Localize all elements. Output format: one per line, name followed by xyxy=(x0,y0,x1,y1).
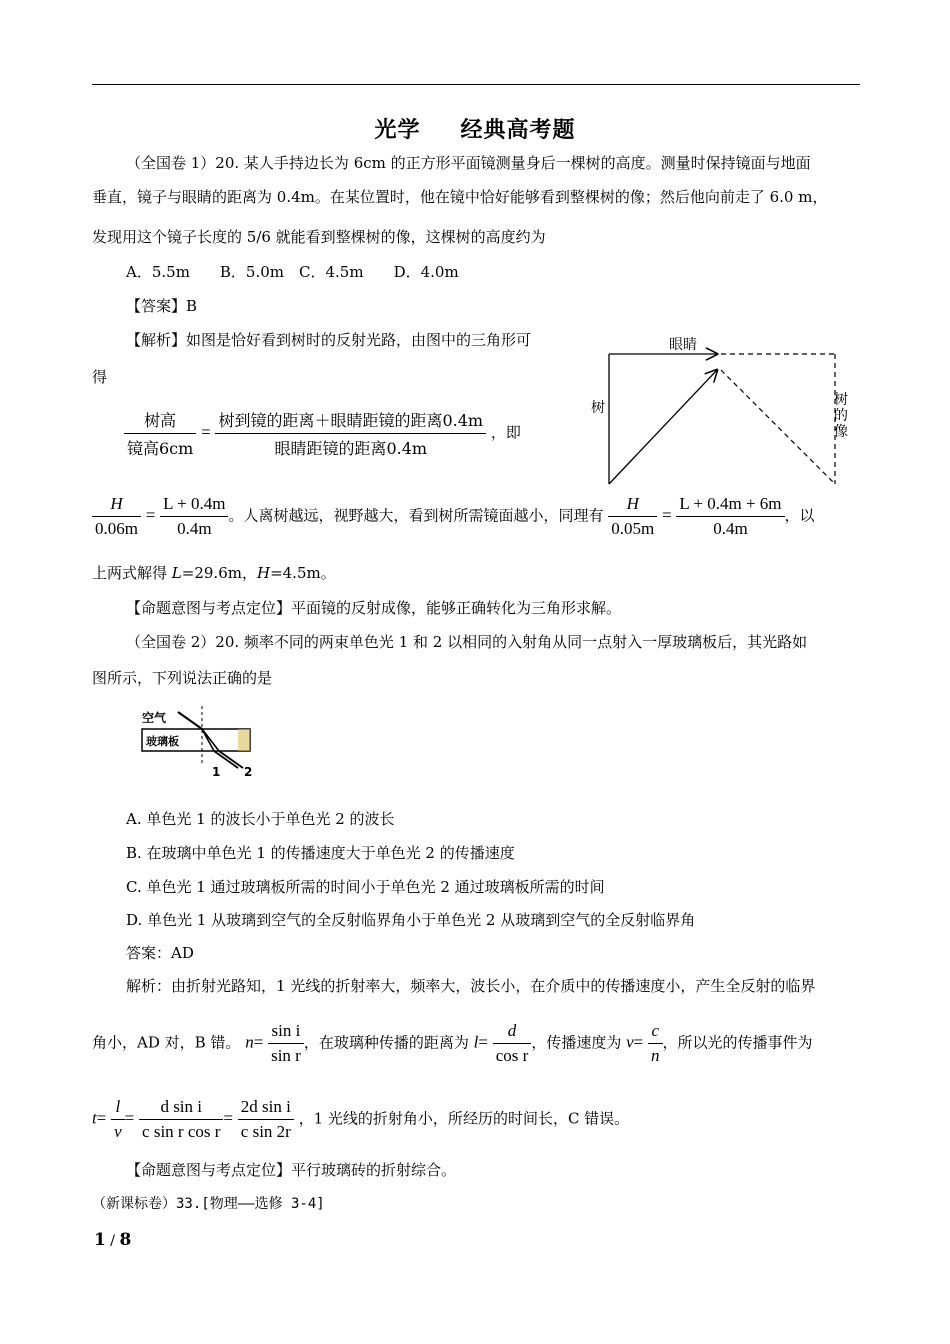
glass-plate-diagram xyxy=(140,704,265,779)
page-sep: / xyxy=(105,1233,120,1249)
result-L: L xyxy=(171,564,182,582)
page-title xyxy=(0,113,950,144)
a2-pre: 角小，AD 对，B 错。 xyxy=(92,1033,241,1052)
fig-eye-label: 眼睛 xyxy=(669,337,697,353)
q1-line3: 发现用这个镜子长度的 5/6 就能看到整棵树的像，这棵树的高度约为 xyxy=(92,228,546,246)
eq3-d1: 0.05m xyxy=(611,519,655,538)
mirror-diagram xyxy=(585,332,865,492)
eq2-d2: 0.4m xyxy=(177,519,212,538)
eq2-text: 。人离树越远，视野越大，看到树所需镜面越小，同理有 xyxy=(228,506,604,525)
fig-ray2-label: 2 xyxy=(244,765,253,779)
a2-mid1: ，在玻璃种传播的距离为 xyxy=(303,1033,469,1052)
q3-line1: （新课标卷）33.[物理——选修 3-4] xyxy=(92,1196,325,1212)
t-lhs: t xyxy=(92,1108,97,1128)
q1-intent: 【命题意图与考点定位】平面镜的反射成像，能够正确转化为三角形求解。 xyxy=(126,599,622,617)
eq3-tail: ，以 xyxy=(784,506,815,525)
fig-image-label-1: 树 xyxy=(834,392,848,408)
l-lhs: l xyxy=(473,1032,479,1052)
q1-result xyxy=(92,562,336,583)
t-n2: d sin i xyxy=(139,1097,223,1120)
ray-2-out xyxy=(219,751,243,768)
q1-equation2-row: $\frac{H}{0.06m}$ = $\frac{L + 0.4m}{0.4m}$ 。人离树越远，视野越大，看到树所需镜面越小，同理有 $\frac{H}{0.05m}$ = $\frac{L + 0.4m + 6m}{0.4m}$ ，以 xyxy=(92,494,815,539)
q1-line1: （全国卷 1）20. 某人手持边长为 6cm 的正方形平面镜测量身后一棵树的高度。测量时保持镜面与地面 xyxy=(126,154,811,172)
v-lhs: v xyxy=(626,1032,634,1052)
q1-analysis-b: 得 xyxy=(92,368,108,386)
n-den: sin r xyxy=(271,1046,301,1065)
page-number xyxy=(94,1230,131,1250)
l-num: d xyxy=(507,1021,517,1040)
a3-tail: ，1 光线的折射角小，所经历的时间长，C 错误。 xyxy=(298,1109,630,1128)
q2-analysis2-row: 角小，AD 对，B 错。 n= $\frac{\text{sin i}}{\text{sin r}}$ ，在玻璃种传播的距离为 l= $\frac{d}{\text{cos r}}$ ，传播速度为 v= $\frac{c}{n}$ ，所以光的传播事件为 xyxy=(92,1021,813,1065)
result-H: H xyxy=(256,564,271,582)
a2-tail: ，所以光的传播事件为 xyxy=(662,1033,813,1052)
q2-intent: 【命题意图与考点定位】平行玻璃砖的折射综合。 xyxy=(126,1161,457,1179)
result-prefix: 上两式解得 xyxy=(92,564,168,582)
header-rule xyxy=(92,84,860,85)
q1-answer: 【答案】B xyxy=(126,297,198,315)
title-part1: 光学 xyxy=(374,117,421,143)
fig-tree-label: 树 xyxy=(591,400,605,416)
frac1-den: 镜高6cm xyxy=(127,439,194,458)
q2-analysis1: 解析：由折射光路知，1 光线的折射率大，频率大，波长小，在介质中的传播速度小，产生全反射的临界 xyxy=(126,977,816,995)
q1-equation1: 树高 镜高6cm = 树到镜的距离＋眼睛距镜的距离0.4m 眼睛距镜的距离0.4m ，即 xyxy=(124,408,521,459)
q2-option-a: A. 单色光 1 的波长小于单色光 2 的波长 xyxy=(126,810,395,828)
fig-ray1-label: 1 xyxy=(212,765,221,779)
q2-option-d: D. 单色光 1 从玻璃到空气的全反射临界角小于单色光 2 从玻璃到空气的全反射临界角 xyxy=(126,911,696,929)
page-total: 8 xyxy=(119,1230,132,1250)
eq3-n2: L + 0.4m + 6m xyxy=(676,494,784,517)
dash-diag xyxy=(721,370,835,484)
after-frac: ，即 xyxy=(490,423,521,442)
v-den: n xyxy=(651,1046,660,1065)
frac1-num: 树高 xyxy=(124,408,196,434)
t-n3: 2d sin i xyxy=(238,1097,294,1120)
t-d2: c sin r cos r xyxy=(142,1122,221,1141)
q2-answer: 答案：AD xyxy=(126,944,194,962)
q2-option-b: B. 在玻璃中单色光 1 的传播速度大于单色光 2 的传播速度 xyxy=(126,844,515,862)
page-current: 1 xyxy=(94,1230,106,1250)
reflect-ray xyxy=(609,370,717,484)
result-Lval: =29.6m， xyxy=(181,564,257,582)
fig-image-label-2: 的 xyxy=(834,408,848,424)
l-den: cos r xyxy=(495,1046,529,1065)
frac2-den: 眼睛距镜的距离0.4m xyxy=(274,439,428,458)
title-part2: 经典高考题 xyxy=(460,117,576,143)
q2-analysis3-row: t= $\frac{l}{v}$ = $\frac{\text{d sin i}}{\text{c sin r cos r}}$ = $\frac{\text{2d sin i}}{\text{c sin 2r}}$ ，1 光线的折射角小，所经历的时间长，C 错误。 xyxy=(92,1097,630,1141)
eq2-n1: H xyxy=(110,494,123,513)
q2-option-c: C. 单色光 1 通过玻璃板所需的时间小于单色光 2 通过玻璃板所需的时间 xyxy=(126,878,605,896)
fig-image-label-3: 像 xyxy=(834,424,848,440)
t-n1: l xyxy=(115,1097,121,1116)
t-d3: c sin 2r xyxy=(240,1122,291,1141)
t-d1: v xyxy=(114,1122,122,1141)
ray-2-inside xyxy=(202,729,219,751)
result-Hval: =4.5m。 xyxy=(270,564,336,582)
q1-line2: 垂直，镜子与眼睛的距离为 0.4m。在某位置时，他在镜中恰好能够看到整棵树的像；然后他向前走了 6.0 m， xyxy=(92,188,828,206)
plate-edge xyxy=(238,729,250,751)
fig-air-label: 空气 xyxy=(142,711,167,725)
eq2-d1: 0.06m xyxy=(95,519,138,538)
q1-options: A．5.5m B．5.0m C．4.5m D．4.0m xyxy=(126,263,459,281)
eq2-n2: L + 0.4m xyxy=(160,494,228,517)
eq3-n1: H xyxy=(626,494,639,513)
q2-line1: （全国卷 2）20. 频率不同的两束单色光 1 和 2 以相同的入射角从同一点射入一厚玻璃板后，其光路如 xyxy=(126,633,808,651)
q2-line2: 图所示，下列说法正确的是 xyxy=(92,669,273,687)
q1-analysis-a: 【解析】如图是恰好看到树时的反射光路，由图中的三角形可 xyxy=(126,331,532,349)
incident-ray xyxy=(178,712,202,729)
n-num: sin i xyxy=(268,1021,304,1044)
eq3-d2: 0.4m xyxy=(713,519,748,538)
n-lhs: n xyxy=(245,1032,254,1052)
fig-glass-label: 玻璃板 xyxy=(146,735,179,748)
frac2-num: 树到镜的距离＋眼睛距镜的距离0.4m xyxy=(215,408,486,434)
a2-mid2: ，传播速度为 xyxy=(531,1033,622,1052)
v-num: c xyxy=(651,1021,660,1040)
